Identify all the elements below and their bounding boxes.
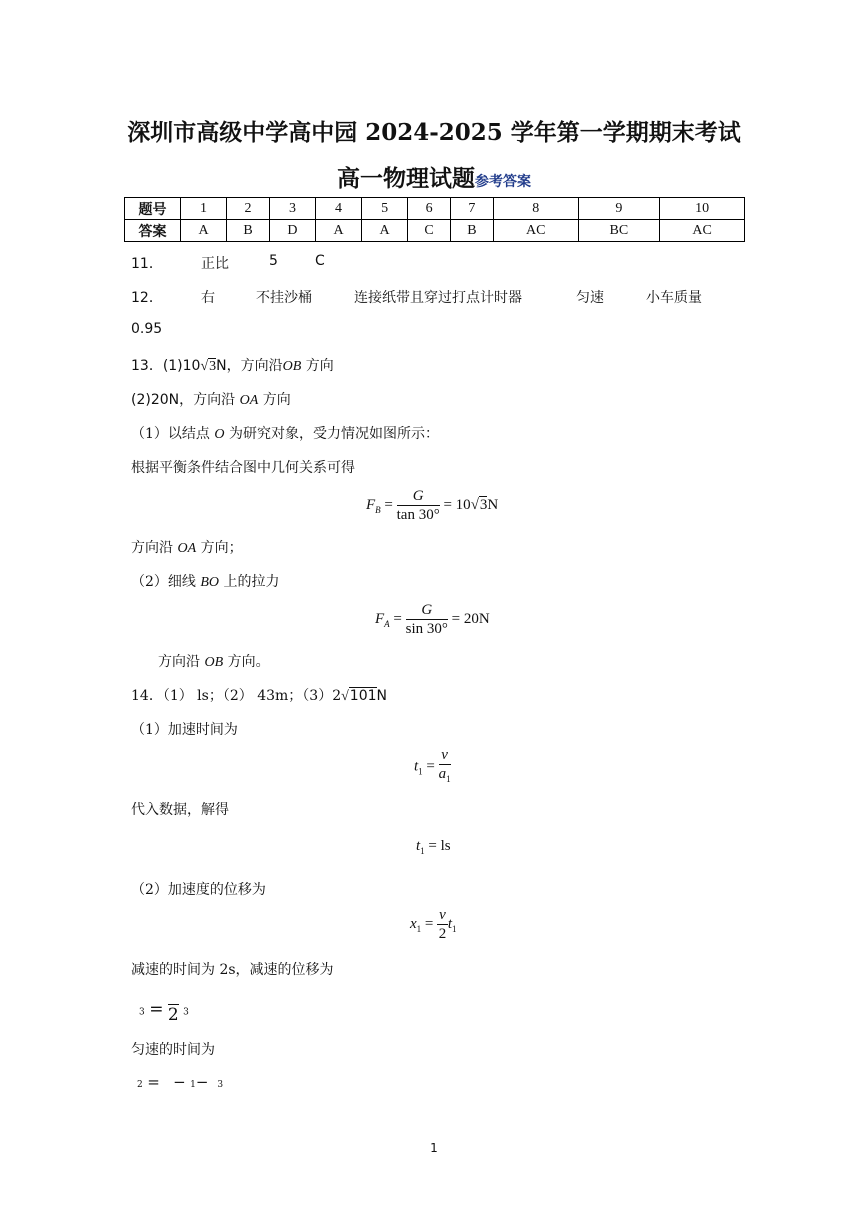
eq-fragment: 3 <box>217 1080 224 1090</box>
q14-equation-t1: $t_1$ = $\frac{v}{a_1}$ <box>414 746 451 788</box>
q13-para1 <box>131 423 439 443</box>
q13-equation-fb: $F_B$ = $\frac{G}{\tan 30^\circ}$ = 10√3N <box>366 488 499 523</box>
table-cell: A <box>181 220 227 242</box>
q11-number: 11． <box>131 256 163 272</box>
answer-row <box>125 220 745 242</box>
sqrt-symbol: √ <box>470 496 479 513</box>
eq-denominator: a <box>438 766 447 782</box>
q13-line1-radicand: 3 <box>209 359 217 374</box>
eq-fragment: 2 <box>167 1005 179 1025</box>
answer-table <box>124 197 745 242</box>
eq-fragment: 1 <box>190 1080 196 1090</box>
q13-p1-o: O <box>214 427 225 442</box>
eq-factor-sub: 1 <box>451 923 457 934</box>
exam-title: 深圳市高级中学高中园 2024-2025 学年第一学期期末考试 <box>127 119 741 146</box>
table-cell: 5 <box>362 198 408 220</box>
q14-para3: （2）加速度的位移为 <box>131 882 266 898</box>
q13-line2-end: 方向 <box>262 392 291 408</box>
table-cell: 1 <box>181 198 227 220</box>
q14-line1-radicand: 101 <box>349 688 377 704</box>
q11-answer-a: 正比 <box>201 256 229 272</box>
row-label-answer: 答案 <box>125 220 181 242</box>
q14-para4: 减速的时间为 2s，减速的位移为 <box>131 962 334 978</box>
eq-fragment: − <box>195 1073 209 1091</box>
q12-answer-c: 连接纸带且穿过打点计时器 <box>354 290 522 306</box>
table-cell: BC <box>578 220 660 242</box>
eq-denominator-group <box>439 765 451 788</box>
q12-answer-e: 小车质量 <box>646 290 702 306</box>
table-cell: C <box>408 220 451 242</box>
q13-p5-ob: OB <box>204 655 224 670</box>
q14-answer-line1 <box>131 685 387 705</box>
q11-answer-b: 5 <box>269 253 278 269</box>
eq-fraction <box>439 746 451 788</box>
table-cell: 9 <box>578 198 660 220</box>
answer-key-tag: 参考答案 <box>475 174 531 190</box>
eq-numerator: v <box>439 746 451 765</box>
table-cell: 3 <box>269 198 315 220</box>
eq-lhs-sub: 1 <box>418 766 423 777</box>
q13-para3 <box>131 537 243 557</box>
eq-fragment: 3 <box>139 1007 145 1018</box>
table-cell: 2 <box>227 198 270 220</box>
q14-para2: 代入数据，解得 <box>131 802 229 818</box>
eq-lhs: F <box>366 496 376 513</box>
eq-rhs: = 10 <box>443 496 471 513</box>
q13-line1-end: 方向 <box>305 358 334 374</box>
q13-equation-fa: $F_A$ = $\frac{G}{\sin 30^\circ}$ = 20N <box>375 602 490 637</box>
eq-lhs-sub: A <box>384 618 390 629</box>
q13-line2-pre: (2)20N，方向沿 <box>131 392 236 408</box>
eq-lhs: t <box>416 838 421 854</box>
eq-fraction <box>397 487 440 524</box>
eq-lhs-sub: 1 <box>420 846 425 856</box>
subject-title: 高一物理试题 <box>337 165 475 192</box>
eq-rhs: = 20N <box>451 610 490 627</box>
question-number-row <box>125 198 745 220</box>
exam-subtitle <box>0 160 868 193</box>
q13-p3-pre: 方向沿 <box>131 540 173 556</box>
table-cell: A <box>316 220 362 242</box>
q13-p5-post: 方向。 <box>227 654 270 670</box>
q12-answer-f: 0.95 <box>131 321 163 337</box>
q14-line1-pre: 14．（1） ls；（2） 43m；（3）2 <box>131 688 342 704</box>
table-cell: 8 <box>493 198 578 220</box>
eq-denominator: 2 <box>438 926 447 942</box>
q13-p3-post: 方向； <box>200 540 243 556</box>
eq-radicand: 3 <box>479 496 488 513</box>
eq-lhs: t <box>414 758 419 775</box>
q13-line1-post: N，方向沿 <box>216 358 283 374</box>
eq-numerator: G <box>397 487 440 506</box>
q11-answer-c: C <box>315 253 325 269</box>
eq-fragment: = <box>147 1073 160 1091</box>
q13-p4-pre: （2）细线 <box>131 574 196 590</box>
q12-answer-d: 匀速 <box>576 290 604 306</box>
q13-line1-pre: 13．(1)10 <box>131 358 201 374</box>
sqrt-symbol: √ <box>341 689 349 704</box>
eq-fraction <box>437 906 448 943</box>
q13-answer-line2 <box>131 389 291 409</box>
q13-p3-oa: OA <box>177 541 197 556</box>
q14-line1-unit: N <box>376 688 388 704</box>
q12-answer-a: 右 <box>201 290 215 306</box>
eq-numerator: v <box>439 907 446 923</box>
eq-lhs-sub: 1 <box>416 923 422 934</box>
table-cell: 10 <box>660 198 745 220</box>
q13-p5-pre: 方向沿 <box>158 654 200 670</box>
q12-answer-b: 不挂沙桶 <box>256 290 312 306</box>
table-cell: 4 <box>316 198 362 220</box>
q13-line1-ob: OB <box>282 359 302 374</box>
page-number: 1 <box>430 1141 438 1155</box>
table-cell: D <box>269 220 315 242</box>
eq-fragment: = <box>149 999 164 1020</box>
q14-equation-x1: $x_1$ = $\frac{v}{2}$ $t_1$ <box>410 907 457 942</box>
eq-fragment: 2 <box>137 1080 143 1090</box>
table-cell: AC <box>660 220 745 242</box>
q14-equation-t1-result <box>416 838 451 856</box>
eq-denominator-sub: 1 <box>446 774 451 784</box>
eq-fragment-fraction <box>168 996 179 1025</box>
q14-para1: （1）加速时间为 <box>131 722 238 738</box>
q13-para4 <box>131 571 280 591</box>
table-cell: AC <box>493 220 578 242</box>
eq-lhs-sub: B <box>375 504 381 515</box>
table-cell: B <box>451 220 494 242</box>
eq-fraction <box>406 601 448 638</box>
eq-factor: t <box>447 915 452 932</box>
q12-number: 12． <box>131 290 163 306</box>
eq-rhs: = ls <box>428 838 451 854</box>
q14-broken-equation-2 <box>137 1073 223 1091</box>
q13-answer-line1 <box>131 355 334 375</box>
sqrt-symbol: √ <box>200 359 209 374</box>
table-cell: B <box>227 220 270 242</box>
eq-lhs: x <box>410 915 417 932</box>
q13-p1-pre: （1）以结点 <box>131 426 210 442</box>
q13-p4-bo: BO <box>200 575 220 590</box>
q13-p4-post: 上的拉力 <box>223 574 280 590</box>
q14-broken-equation-1 <box>139 996 189 1025</box>
row-label-number: 题号 <box>125 198 181 220</box>
eq-denominator: sin 30° <box>405 621 448 637</box>
eq-unit: N <box>487 496 499 513</box>
eq-lhs: F <box>375 610 385 627</box>
eq-denominator: tan 30° <box>396 507 440 523</box>
eq-numerator: G <box>406 601 448 620</box>
eq-fragment: − <box>173 1073 186 1091</box>
table-cell: 6 <box>408 198 451 220</box>
q14-para5: 匀速的时间为 <box>131 1042 215 1058</box>
table-cell: 7 <box>451 198 494 220</box>
q13-line2-oa: OA <box>239 393 259 408</box>
table-cell: A <box>362 220 408 242</box>
q13-para5 <box>158 651 270 671</box>
eq-fragment: 3 <box>183 1007 189 1018</box>
q13-para2: 根据平衡条件结合图中几何关系可得 <box>131 460 355 476</box>
q13-p1-post: 为研究对象，受力情况如图所示： <box>228 426 439 442</box>
